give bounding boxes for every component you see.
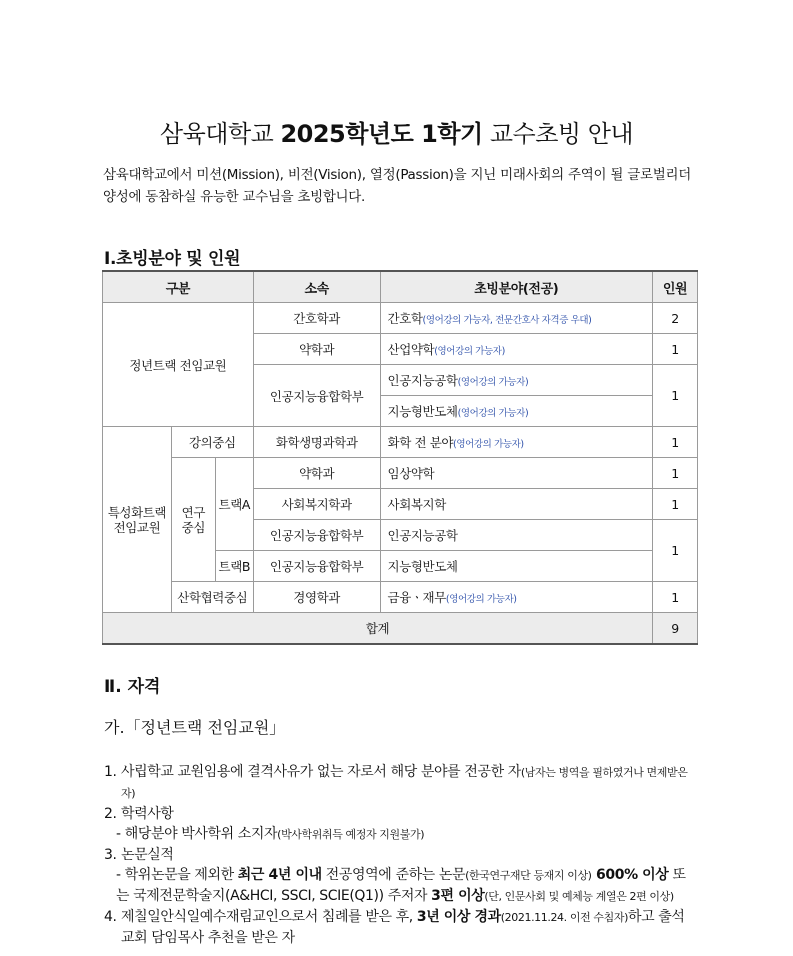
group-lecture: 강의중심 — [171, 427, 253, 458]
group-track-a: 트랙A — [215, 458, 253, 551]
subsection-heading: 가.「정년트랙 전임교원」 — [104, 718, 286, 737]
table-header-row — [103, 271, 698, 303]
field-cell: 지능형반도체(영어강의 가능자) — [380, 396, 653, 427]
affiliation-cell: 인공지능융합학부 — [253, 520, 380, 551]
field-cell: 간호학(영어강의 가능자, 전문간호사 자격증 우대) — [380, 303, 653, 334]
list-subitem: - 해당분야 박사학위 소지자(박사학위취득 예정자 지원불가) — [116, 826, 425, 842]
field-cell: 산업약학(영어강의 가능자) — [380, 334, 653, 365]
intro-paragraph: 삼육대학교에서 미션(Mission), 비전(Vision), 열정(Passion)을 지닌 미래사회의 주역이 될 글로벌리더 양성에 동참하실 유능한 교수님을 초빙합니다. — [103, 167, 691, 205]
count-cell: 1 — [653, 489, 698, 520]
group-special: 특성화트랙 전임교원 — [103, 427, 172, 613]
section-heading-qualifications: Ⅱ. 자격 — [104, 677, 161, 697]
affiliation-cell: 사회복지학과 — [253, 489, 380, 520]
count-cell: 2 — [653, 303, 698, 334]
group-track-b: 트랙B — [215, 551, 253, 582]
list-item: 2. 학력사항 — [104, 806, 174, 822]
recruitment-table — [102, 270, 698, 645]
affiliation-cell: 경영학과 — [253, 582, 380, 613]
field-cell: 지능형반도체 — [380, 551, 653, 582]
header-affiliation: 소속 — [253, 271, 380, 303]
list-item: 4. 제칠일안식일예수재림교인으로서 침례를 받은 후, 3년 이상 경과(2021.11.24. 이전 수침자)하고 출석교회 담임목사 추천을 받은 자 — [104, 909, 685, 946]
total-count: 9 — [653, 613, 698, 645]
table-row — [103, 303, 698, 334]
affiliation-cell: 간호학과 — [253, 303, 380, 334]
group-industry: 산학협력중심 — [171, 582, 253, 613]
list-item: 3. 논문실적 — [104, 847, 174, 863]
field-cell: 화학 전 분야(영어강의 가능자) — [380, 427, 653, 458]
table-row — [103, 427, 698, 458]
table-row — [103, 458, 698, 489]
total-label: 합계 — [103, 613, 653, 645]
affiliation-cell: 약학과 — [253, 334, 380, 365]
field-cell: 임상약학 — [380, 458, 653, 489]
count-cell: 1 — [653, 334, 698, 365]
list-subitem: - 학위논문을 제외한 최근 4년 이내 전공영역에 준하는 논문(한국연구재단 등재지 이상) 600% 이상 또는 국제전문학술지(A&HCI, SSCI, SCIE(Q1)) 주저자 3편 이상(단, 인문사회 및 예체능 계열은 2편 이상) — [116, 867, 686, 904]
header-count: 인원 — [653, 271, 698, 303]
field-cell: 금융ㆍ재무(영어강의 가능자) — [380, 582, 653, 613]
count-cell: 1 — [653, 582, 698, 613]
total-row — [103, 613, 698, 645]
count-cell: 1 — [653, 520, 698, 582]
affiliation-cell: 인공지능융합학부 — [253, 365, 380, 427]
affiliation-cell: 인공지능융합학부 — [253, 551, 380, 582]
count-cell: 1 — [653, 427, 698, 458]
qualifications-list — [104, 762, 692, 948]
field-cell: 인공지능공학(영어강의 가능자) — [380, 365, 653, 396]
count-cell: 1 — [653, 458, 698, 489]
affiliation-cell: 화학생명과학과 — [253, 427, 380, 458]
header-category: 구분 — [103, 271, 254, 303]
section-heading-fields: Ⅰ.초빙분야 및 인원 — [104, 249, 241, 269]
count-cell: 1 — [653, 365, 698, 427]
field-cell: 인공지능공학 — [380, 520, 653, 551]
header-field: 초빙분야(전공) — [380, 271, 653, 303]
affiliation-cell: 약학과 — [253, 458, 380, 489]
table-row — [103, 582, 698, 613]
group-tenure: 정년트랙 전임교원 — [103, 303, 254, 427]
field-cell: 사회복지학 — [380, 489, 653, 520]
page-title: 삼육대학교 2025학년도 1학기 교수초빙 안내 — [159, 120, 634, 148]
group-research: 연구 중심 — [171, 458, 215, 582]
list-item: 1. 사립학교 교원임용에 결격사유가 없는 자로서 해당 분야를 전공한 자(남자는 병역을 필하였거나 면제받은 자) — [104, 764, 688, 800]
